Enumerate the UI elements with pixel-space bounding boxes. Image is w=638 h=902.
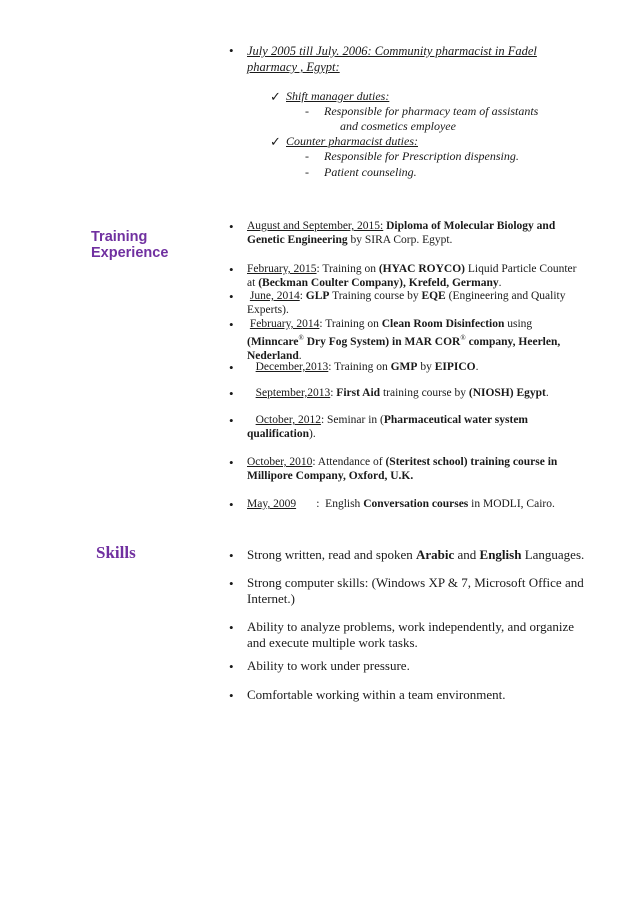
skill-text: Strong written, read and spoken <box>247 547 416 562</box>
training-item <box>247 317 592 363</box>
role-task: Patient counseling. <box>324 165 417 179</box>
training-text: : Training on <box>328 361 391 373</box>
training-title: Pharmaceutical water system <box>383 414 529 426</box>
training-item <box>247 219 592 247</box>
training-title: GLP <box>305 290 330 302</box>
training-text: : <box>299 290 306 302</box>
role-task: Responsible for Prescription dispensing. <box>324 149 519 163</box>
role-task: Responsible for pharmacy team of assistants <box>324 104 539 118</box>
skill-text: Languages. <box>521 547 585 562</box>
training-date: February, 2014 <box>249 318 320 330</box>
bullet-icon: • <box>229 659 234 674</box>
role-task-cont: and cosmetics employee <box>340 119 456 133</box>
training-title: Genetic Engineering <box>247 234 348 246</box>
training-title: Millipore Company, Oxford, U.K. <box>247 470 414 482</box>
dash-icon: - <box>305 104 309 118</box>
training-heading-cont: Experience <box>91 245 169 261</box>
bullet-icon: • <box>229 576 234 591</box>
training-text: Training course by <box>329 290 422 302</box>
training-date: September,2013 <box>255 387 331 399</box>
role-shift-manager: Shift manager duties: <box>286 89 390 103</box>
job-title: July 2005 till July. 2006: Community pharmacist in Fadel <box>247 44 537 58</box>
training-title: (Beckman Coulter Company), Krefeld, Germany <box>258 277 499 289</box>
training-item <box>247 497 592 511</box>
training-title: (NIOSH) Egypt <box>468 387 546 399</box>
training-date: June, 2014 <box>249 290 300 302</box>
training-text: : Attendance of <box>312 456 386 468</box>
skill-text: Comfortable working within a team environment. <box>247 687 506 702</box>
bullet-icon: • <box>229 688 234 703</box>
bullet-icon: • <box>229 317 234 332</box>
training-text: (Engineering and Quality <box>445 290 566 302</box>
check-icon: ✓ <box>270 134 281 149</box>
registered-mark: ® <box>460 334 466 342</box>
training-text: . <box>298 349 302 362</box>
training-title: qualification <box>247 428 309 440</box>
skill-language: Arabic <box>415 547 455 562</box>
check-icon: ✓ <box>270 89 281 104</box>
skill-text: Ability to work under pressure. <box>247 658 410 673</box>
training-title: (Minncare <box>247 335 299 348</box>
bullet-icon: • <box>229 386 234 401</box>
training-title: First Aid <box>336 387 381 399</box>
training-title: EIPICO <box>434 361 476 373</box>
training-title: EQE <box>421 290 446 302</box>
training-item <box>247 289 592 317</box>
skill-text: Internet.) <box>247 590 296 606</box>
training-date: December,2013 <box>255 361 329 373</box>
training-date: October, 2010 <box>247 456 313 468</box>
bullet-icon: • <box>229 289 234 304</box>
training-title: (HYAC ROYCO) <box>378 263 465 275</box>
training-text: Liquid Particle Counter <box>465 263 577 275</box>
bullet-icon: • <box>229 219 234 234</box>
training-title: Clean Room Disinfection <box>381 318 505 330</box>
training-title: (Steritest school) training course in <box>385 456 558 468</box>
training-item <box>247 386 592 400</box>
training-title: Conversation courses <box>363 498 469 510</box>
training-title: Diploma of Molecular Biology and <box>386 220 556 232</box>
skills-heading: Skills <box>96 543 136 562</box>
training-item <box>247 413 592 441</box>
training-text: using <box>504 318 533 330</box>
training-item <box>247 262 592 290</box>
bullet-icon: • <box>229 548 234 563</box>
skill-item <box>247 547 592 563</box>
skill-item <box>247 658 592 674</box>
training-title: company, Heerlen, <box>465 335 561 348</box>
training-text: . <box>475 361 479 373</box>
training-text: training course by <box>380 387 469 399</box>
skill-item <box>247 575 592 606</box>
skill-language: English <box>479 547 522 562</box>
dash-icon: - <box>305 165 309 179</box>
training-text: Experts). <box>247 304 289 316</box>
job-title-cont: pharmacy , Egypt: <box>247 60 340 74</box>
dash-icon: - <box>305 149 309 163</box>
training-date: February, 2015 <box>247 263 317 275</box>
training-title: Nederland <box>247 349 299 362</box>
role-counter-pharmacist: Counter pharmacist duties: <box>286 134 418 148</box>
training-text: . <box>498 277 502 289</box>
training-item <box>247 360 592 374</box>
training-text: : English <box>296 498 364 510</box>
bullet-icon: • <box>229 360 234 375</box>
skill-item <box>247 687 592 703</box>
training-text: by SIRA Corp. Egypt. <box>347 234 453 246</box>
training-title: Dry Fog System) in MAR COR <box>303 335 461 348</box>
training-text: at <box>247 277 259 289</box>
training-text: ). <box>308 428 316 440</box>
training-text: : Training on <box>319 318 382 330</box>
registered-mark: ® <box>298 334 304 342</box>
training-date: May, 2009 <box>247 498 297 510</box>
bullet-icon: • <box>229 413 234 428</box>
training-item <box>247 455 592 483</box>
training-text: by <box>417 361 435 373</box>
skill-text: and execute multiple work tasks. <box>247 634 418 650</box>
bullet-icon: • <box>229 455 234 470</box>
training-title: GMP <box>390 361 418 373</box>
skill-text: Strong computer skills: (Windows XP & 7, Microsoft Office and <box>247 575 584 590</box>
bullet-icon: • <box>229 43 234 58</box>
training-heading: Training <box>91 229 148 245</box>
skill-item <box>247 619 592 650</box>
bullet-icon: • <box>229 620 234 635</box>
skill-text: Ability to analyze problems, work independently, and organize <box>247 619 575 634</box>
training-text: . <box>545 387 549 399</box>
training-text: : Seminar in ( <box>320 414 384 426</box>
skill-text: and <box>454 547 480 562</box>
training-text: in MODLI, Cairo. <box>468 498 555 510</box>
training-text: : Training on <box>316 263 379 275</box>
bullet-icon: • <box>229 497 234 512</box>
training-text: : <box>330 387 337 399</box>
bullet-icon: • <box>229 262 234 277</box>
training-date: August and September, 2015: <box>247 220 384 232</box>
training-date: October, 2012 <box>255 414 321 426</box>
